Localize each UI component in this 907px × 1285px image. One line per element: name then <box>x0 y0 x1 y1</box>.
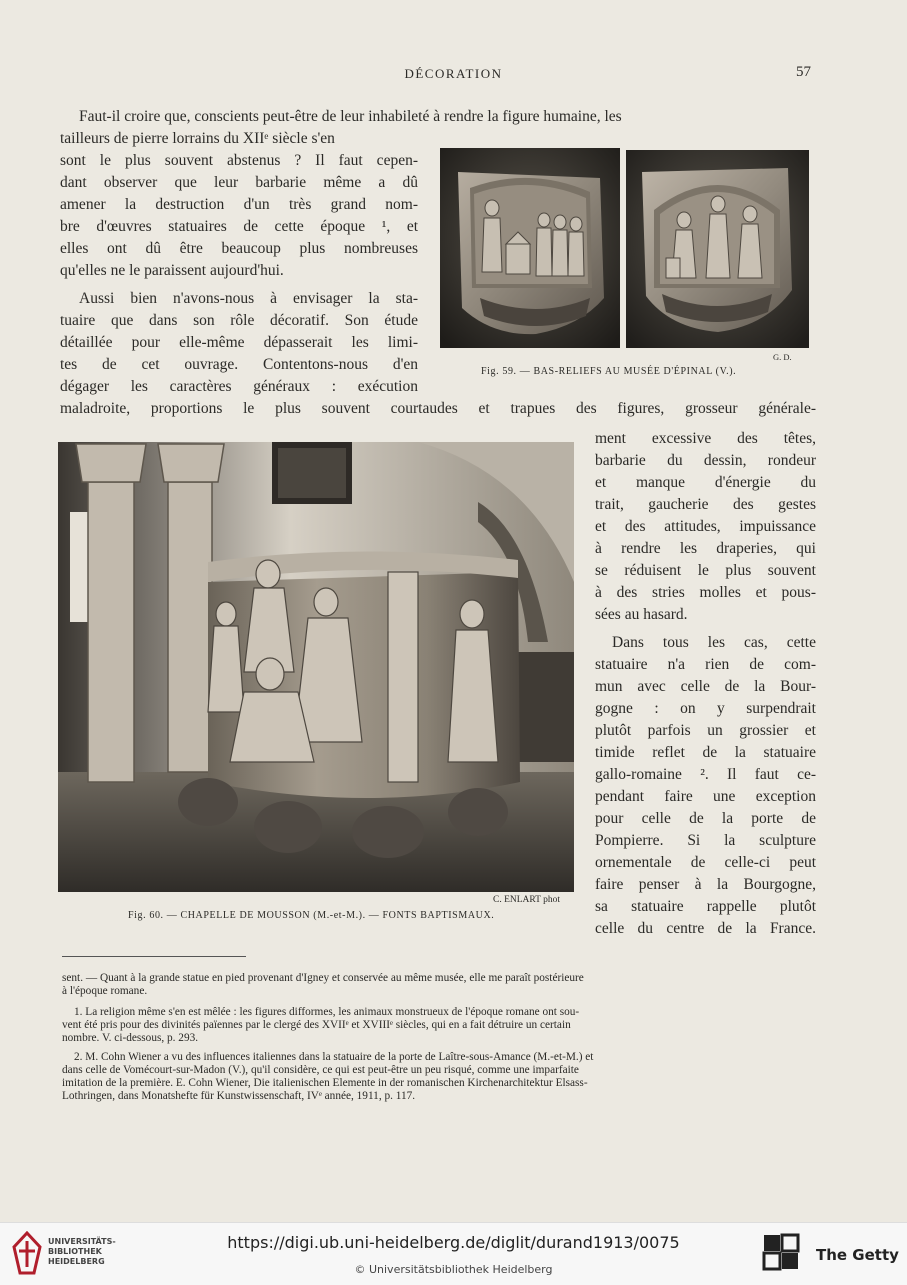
body-line: détaillée pour elle-même dépasserait les limi- <box>60 334 418 351</box>
body-line: Pompierre. Si la sculpture <box>595 832 816 849</box>
body-line: gallo-romaine ². Il faut ce- <box>595 766 816 783</box>
footnote-line: imitation de la première. E. Cohn Wiener, Die italienischen Elemente in der romanischen Kirchenarchitektur Elsass- <box>62 1077 588 1089</box>
footnote-line: dans celle de Vomécourt-sur-Madon (V.), qu'il considère, ce qui est peut-être un peu risqué, comme une imparfaite <box>62 1064 579 1076</box>
body-line: Dans tous les cas, cette <box>612 634 816 651</box>
body-line: et des attitudes, impuissance <box>595 518 816 535</box>
footnote-line: nombre. V. ci-dessous, p. 293. <box>62 1032 199 1044</box>
body-line: pendant faire une exception <box>595 788 816 805</box>
body-line: ornementale de celle-ci peut <box>595 854 816 871</box>
copyright-notice: © Universitätsbibliothek Heidelberg <box>354 1263 553 1276</box>
fig60-credit: C. ENLART phot <box>493 895 561 905</box>
body-line: sa statuaire rappelle plutôt <box>595 898 816 915</box>
page-number: 57 <box>796 64 811 80</box>
footnote-line: à l'époque romane. <box>62 985 148 997</box>
footer-bar <box>0 1222 907 1285</box>
body-line: celle du centre de la France. <box>595 920 816 937</box>
body-line: se réduisent le plus souvent <box>595 562 816 579</box>
body-line: statuaire n'a rien de com- <box>595 656 816 673</box>
body-line: et manque d'énergie du <box>595 474 816 491</box>
body-line: bre d'œuvres statuaires de cette époque ¹, et <box>60 218 418 235</box>
body-line: mun avec celle de la Bour- <box>595 678 816 695</box>
body-line: tes de cet ouvrage. Contentons-nous d'en <box>60 356 418 373</box>
body-line: barbarie du dessin, rondeur <box>595 452 816 469</box>
body-line: tuaire que dans son rôle décoratif. Son étude <box>60 312 418 329</box>
body-line: dégager les caractères généraux : exécution <box>60 378 418 395</box>
body-line: ment excessive des têtes, <box>595 430 816 447</box>
body-line: elles ont dû être beaucoup plus nombreuses <box>60 240 418 257</box>
fig59-photo-left <box>440 148 620 348</box>
getty-logo-icon <box>762 1231 804 1279</box>
library-name: UNIVERSITÄTS- BIBLIOTHEK HEIDELBERG <box>48 1237 116 1266</box>
body-line: pour celle de la porte de <box>595 810 816 827</box>
body-line: Aussi bien n'avons-nous à envisager la sta- <box>79 290 418 307</box>
fig59-credit: G. D. <box>773 352 792 362</box>
footnote-line: 1. La religion même s'en est mêlée : les figures difformes, les animaux monstrueux de l'époque romane ont sou- <box>74 1006 580 1018</box>
body-line: à rendre les draperies, qui <box>595 540 816 557</box>
footnote-line: 2. M. Cohn Wiener a vu des influences italiennes dans la statuaire de la porte de Laître-sous-Amance (M.-et-M.) et <box>74 1051 594 1063</box>
body-line: à des stries molles et pous- <box>595 584 816 601</box>
body-line: Faut-il croire que, conscients peut-être de leur inhabileté à rendre la figure humaine, les <box>79 108 622 125</box>
footnote-line: vent été pris pour des divinités païennes par le clergé des XVIIᵉ et XVIIIᵉ siècles, qui en a fait détruire un certain <box>62 1019 571 1031</box>
fig59-photo-right <box>626 150 809 348</box>
fig60-photo <box>58 442 574 892</box>
body-line: sont le plus souvent abstenus ? Il faut cepen- <box>60 152 418 169</box>
footnote-line: Lothringen, dans Monatshefte für Kunstwissenschaft, IVᵉ année, 1911, p. 117. <box>62 1090 416 1102</box>
body-line: qu'elles ne le paraissent aujourd'hui. <box>60 262 284 279</box>
fig60-caption: Fig. 60. — CHAPELLE DE MOUSSON (M.-et-M.). — FONTS BAPTISMAUX. <box>128 910 495 921</box>
running-head: DÉCORATION <box>404 66 503 81</box>
body-line: plutôt parfois un grossier et <box>595 722 816 739</box>
body-line: maladroite, proportions le plus souvent courtaudes et trapues des figures, grosseur générale- <box>60 400 816 417</box>
body-line: gogne : on y surpendrait <box>595 700 816 717</box>
body-line: trait, gaucherie des gestes <box>595 496 816 513</box>
body-line: timide reflet de la statuaire <box>595 744 816 761</box>
body-line: tailleurs de pierre lorrains du XIIᵉ siècle s'en <box>60 130 335 147</box>
footnote-line: sent. — Quant à la grande statue en pied provenant d'Igney et conservée au même musée, elle me paraît postérieure <box>62 972 584 984</box>
footnote-rule <box>62 956 246 957</box>
body-line: sées au hasard. <box>595 606 688 623</box>
body-line: faire penser à la Bourgogne, <box>595 876 816 893</box>
body-line: amener la destruction d'un très grand nom- <box>60 196 418 213</box>
fig59-caption: Fig. 59. — BAS-RELIEFS AU MUSÉE D'ÉPINAL (V.). <box>481 366 737 377</box>
permalink-url[interactable]: https://digi.ub.uni-heidelberg.de/diglit/durand1913/0075 <box>227 1233 680 1252</box>
partner-name: The Getty <box>816 1246 899 1264</box>
body-line: dant observer que leur barbarie même a dû <box>60 174 418 191</box>
